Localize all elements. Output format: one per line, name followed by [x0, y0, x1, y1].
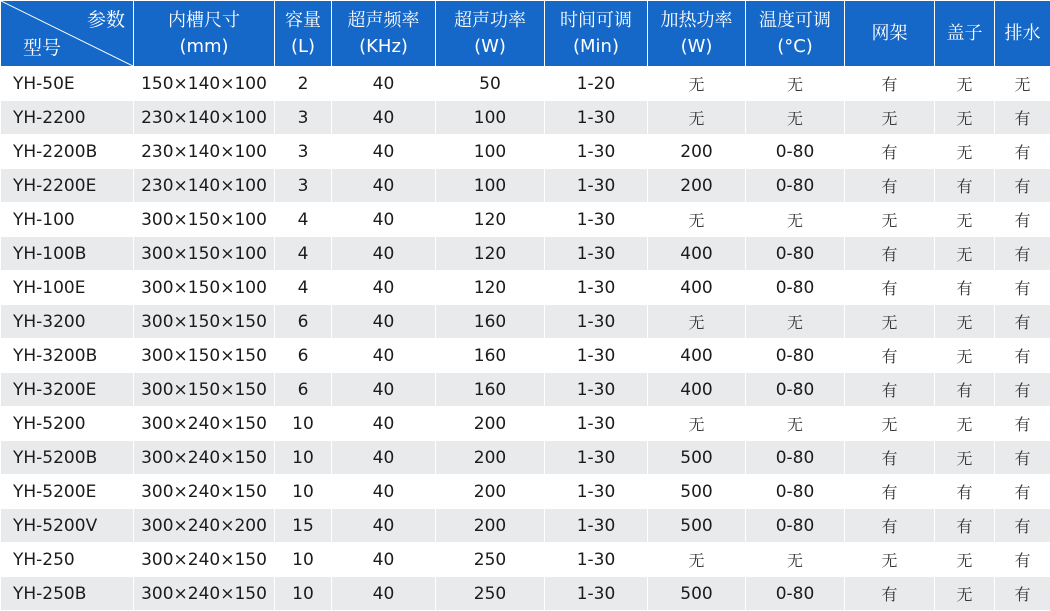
cell-heating-power: 无: [648, 67, 746, 101]
corner-header: [1, 1, 134, 67]
cell-temperature: 0-80: [746, 441, 845, 475]
cell-basket: 有: [845, 237, 935, 271]
cell-frequency: 40: [332, 101, 436, 135]
cell-frequency: 40: [332, 203, 436, 237]
cell-lid: 有: [935, 373, 995, 407]
cell-tank-size: 300×240×150: [134, 543, 275, 577]
cell-basket: 无: [845, 543, 935, 577]
cell-tank-size: 230×140×100: [134, 101, 275, 135]
cell-ultrasonic-power: 250: [436, 543, 545, 577]
cell-tank-size: 300×240×200: [134, 509, 275, 543]
cell-model: YH-3200: [1, 305, 134, 339]
cell-model: YH-5200V: [1, 509, 134, 543]
cell-lid: 无: [935, 441, 995, 475]
cell-ultrasonic-power: 250: [436, 577, 545, 611]
cell-lid: 无: [935, 135, 995, 169]
cell-model: YH-5200: [1, 407, 134, 441]
cell-capacity: 4: [275, 237, 332, 271]
cell-drain: 无: [995, 67, 1050, 101]
cell-drain: 有: [995, 373, 1050, 407]
col-header-tank-size: 内槽尺寸 (mm): [134, 1, 275, 67]
cell-frequency: 40: [332, 577, 436, 611]
cell-lid: 无: [935, 237, 995, 271]
cell-temperature: 0-80: [746, 271, 845, 305]
col-header-ultrasonic-power: 超声功率 (W): [436, 1, 545, 67]
cell-model: YH-250B: [1, 577, 134, 611]
cell-model: YH-50E: [1, 67, 134, 101]
cell-ultrasonic-power: 200: [436, 475, 545, 509]
cell-capacity: 10: [275, 543, 332, 577]
cell-temperature: 0-80: [746, 509, 845, 543]
cell-lid: 无: [935, 67, 995, 101]
cell-temperature: 0-80: [746, 237, 845, 271]
cell-lid: 无: [935, 339, 995, 373]
col-header-timer: 时间可调 (Min): [545, 1, 648, 67]
cell-drain: 有: [995, 203, 1050, 237]
cell-capacity: 4: [275, 271, 332, 305]
cell-lid: 无: [935, 407, 995, 441]
cell-drain: 有: [995, 169, 1050, 203]
cell-lid: 无: [935, 101, 995, 135]
cell-frequency: 40: [332, 407, 436, 441]
cell-ultrasonic-power: 200: [436, 407, 545, 441]
cell-lid: 无: [935, 203, 995, 237]
cell-timer: 1-30: [545, 509, 648, 543]
cell-frequency: 40: [332, 475, 436, 509]
cell-tank-size: 300×240×150: [134, 407, 275, 441]
cell-model: YH-2200B: [1, 135, 134, 169]
table-row: [1, 135, 1050, 169]
cell-ultrasonic-power: 160: [436, 339, 545, 373]
cell-timer: 1-30: [545, 237, 648, 271]
cell-basket: 有: [845, 271, 935, 305]
corner-label-model: 型号: [23, 35, 61, 61]
cell-tank-size: 300×150×100: [134, 203, 275, 237]
cell-timer: 1-30: [545, 169, 648, 203]
cell-basket: 有: [845, 475, 935, 509]
cell-ultrasonic-power: 100: [436, 101, 545, 135]
cell-timer: 1-20: [545, 67, 648, 101]
cell-temperature: 0-80: [746, 475, 845, 509]
table-row: [1, 237, 1050, 271]
cell-ultrasonic-power: 160: [436, 373, 545, 407]
cell-ultrasonic-power: 200: [436, 441, 545, 475]
cell-timer: 1-30: [545, 441, 648, 475]
cell-model: YH-3200B: [1, 339, 134, 373]
cell-tank-size: 300×150×150: [134, 339, 275, 373]
cell-temperature: 无: [746, 203, 845, 237]
spec-table-body: [1, 67, 1050, 611]
cell-heating-power: 200: [648, 135, 746, 169]
cell-timer: 1-30: [545, 101, 648, 135]
cell-drain: 有: [995, 135, 1050, 169]
cell-model: YH-2200E: [1, 169, 134, 203]
cell-heating-power: 200: [648, 169, 746, 203]
cell-temperature: 0-80: [746, 339, 845, 373]
cell-drain: 有: [995, 237, 1050, 271]
cell-basket: 有: [845, 373, 935, 407]
cell-tank-size: 300×240×150: [134, 577, 275, 611]
cell-capacity: 6: [275, 339, 332, 373]
cell-temperature: 无: [746, 407, 845, 441]
cell-temperature: 0-80: [746, 135, 845, 169]
table-row: [1, 203, 1050, 237]
cell-basket: 有: [845, 509, 935, 543]
cell-capacity: 15: [275, 509, 332, 543]
cell-lid: 有: [935, 509, 995, 543]
table-row: [1, 101, 1050, 135]
cell-capacity: 3: [275, 169, 332, 203]
cell-temperature: 0-80: [746, 577, 845, 611]
cell-heating-power: 500: [648, 475, 746, 509]
cell-frequency: 40: [332, 339, 436, 373]
cell-frequency: 40: [332, 169, 436, 203]
cell-ultrasonic-power: 120: [436, 271, 545, 305]
cell-lid: 有: [935, 169, 995, 203]
table-row: [1, 67, 1050, 101]
cell-timer: 1-30: [545, 407, 648, 441]
table-row: [1, 441, 1050, 475]
col-header-basket: 网架: [845, 1, 935, 67]
cell-ultrasonic-power: 100: [436, 135, 545, 169]
cell-basket: 无: [845, 101, 935, 135]
cell-heating-power: 400: [648, 339, 746, 373]
cell-model: YH-100B: [1, 237, 134, 271]
cell-timer: 1-30: [545, 577, 648, 611]
cell-heating-power: 无: [648, 101, 746, 135]
cell-model: YH-3200E: [1, 373, 134, 407]
cell-frequency: 40: [332, 441, 436, 475]
cell-drain: 有: [995, 509, 1050, 543]
cell-drain: 有: [995, 577, 1050, 611]
cell-temperature: 无: [746, 305, 845, 339]
cell-tank-size: 300×150×150: [134, 373, 275, 407]
cell-heating-power: 无: [648, 305, 746, 339]
cell-tank-size: 300×240×150: [134, 475, 275, 509]
cell-tank-size: 300×240×150: [134, 441, 275, 475]
cell-frequency: 40: [332, 543, 436, 577]
cell-frequency: 40: [332, 135, 436, 169]
cell-timer: 1-30: [545, 339, 648, 373]
cell-timer: 1-30: [545, 305, 648, 339]
cell-timer: 1-30: [545, 373, 648, 407]
cell-timer: 1-30: [545, 543, 648, 577]
table-row: [1, 407, 1050, 441]
cell-temperature: 无: [746, 543, 845, 577]
cell-tank-size: 300×150×150: [134, 305, 275, 339]
cell-tank-size: 300×150×100: [134, 237, 275, 271]
cell-frequency: 40: [332, 373, 436, 407]
cell-lid: 无: [935, 543, 995, 577]
cell-drain: 有: [995, 441, 1050, 475]
cell-heating-power: 无: [648, 407, 746, 441]
cell-basket: 无: [845, 407, 935, 441]
cell-ultrasonic-power: 120: [436, 203, 545, 237]
cell-model: YH-5200E: [1, 475, 134, 509]
cell-temperature: 无: [746, 101, 845, 135]
cell-timer: 1-30: [545, 271, 648, 305]
cell-temperature: 0-80: [746, 169, 845, 203]
cell-heating-power: 500: [648, 577, 746, 611]
cell-tank-size: 230×140×100: [134, 135, 275, 169]
cell-basket: 有: [845, 577, 935, 611]
cell-drain: 有: [995, 475, 1050, 509]
cell-lid: 无: [935, 305, 995, 339]
table-row: [1, 543, 1050, 577]
cell-heating-power: 无: [648, 543, 746, 577]
cell-basket: 无: [845, 203, 935, 237]
cell-lid: 有: [935, 475, 995, 509]
corner-label-params: 参数: [87, 7, 125, 33]
cell-capacity: 3: [275, 101, 332, 135]
cell-drain: 有: [995, 543, 1050, 577]
cell-frequency: 40: [332, 237, 436, 271]
cell-capacity: 2: [275, 67, 332, 101]
cell-model: YH-2200: [1, 101, 134, 135]
cell-heating-power: 400: [648, 237, 746, 271]
cell-ultrasonic-power: 200: [436, 509, 545, 543]
cell-timer: 1-30: [545, 475, 648, 509]
cell-model: YH-5200B: [1, 441, 134, 475]
cell-capacity: 10: [275, 475, 332, 509]
cell-heating-power: 400: [648, 271, 746, 305]
cell-timer: 1-30: [545, 135, 648, 169]
cell-model: YH-100E: [1, 271, 134, 305]
cell-basket: 有: [845, 67, 935, 101]
table-row: [1, 169, 1050, 203]
col-header-drain: 排水: [995, 1, 1050, 67]
cell-basket: 有: [845, 339, 935, 373]
cell-heating-power: 400: [648, 373, 746, 407]
cell-drain: 有: [995, 339, 1050, 373]
cell-heating-power: 500: [648, 509, 746, 543]
table-row: [1, 339, 1050, 373]
cell-frequency: 40: [332, 305, 436, 339]
cell-capacity: 10: [275, 577, 332, 611]
cell-basket: 无: [845, 305, 935, 339]
col-header-temperature: 温度可调 (°C): [746, 1, 845, 67]
col-header-heating-power: 加热功率 (W): [648, 1, 746, 67]
cell-heating-power: 500: [648, 441, 746, 475]
cell-tank-size: 230×140×100: [134, 169, 275, 203]
cell-ultrasonic-power: 50: [436, 67, 545, 101]
cell-drain: 有: [995, 101, 1050, 135]
cell-capacity: 10: [275, 441, 332, 475]
cell-frequency: 40: [332, 271, 436, 305]
cell-capacity: 3: [275, 135, 332, 169]
cell-lid: 有: [935, 271, 995, 305]
cell-ultrasonic-power: 120: [436, 237, 545, 271]
table-row: [1, 475, 1050, 509]
cell-ultrasonic-power: 160: [436, 305, 545, 339]
cell-capacity: 10: [275, 407, 332, 441]
cell-drain: 有: [995, 305, 1050, 339]
cell-heating-power: 无: [648, 203, 746, 237]
cell-temperature: 无: [746, 67, 845, 101]
cell-timer: 1-30: [545, 203, 648, 237]
cell-tank-size: 150×140×100: [134, 67, 275, 101]
cell-ultrasonic-power: 100: [436, 169, 545, 203]
cell-frequency: 40: [332, 509, 436, 543]
cell-model: YH-250: [1, 543, 134, 577]
cell-drain: 有: [995, 407, 1050, 441]
col-header-capacity: 容量 (L): [275, 1, 332, 67]
col-header-lid: 盖子: [935, 1, 995, 67]
cell-basket: 有: [845, 135, 935, 169]
cell-basket: 有: [845, 169, 935, 203]
cell-lid: 无: [935, 577, 995, 611]
cell-tank-size: 300×150×100: [134, 271, 275, 305]
cell-model: YH-100: [1, 203, 134, 237]
table-row: [1, 271, 1050, 305]
cell-capacity: 6: [275, 373, 332, 407]
table-row: [1, 509, 1050, 543]
cell-basket: 有: [845, 441, 935, 475]
table-row: [1, 373, 1050, 407]
col-header-frequency: 超声频率 (KHz): [332, 1, 436, 67]
cell-drain: 有: [995, 271, 1050, 305]
header-row: [1, 1, 1050, 67]
cell-frequency: 40: [332, 67, 436, 101]
cell-temperature: 0-80: [746, 373, 845, 407]
table-row: [1, 305, 1050, 339]
cell-capacity: 4: [275, 203, 332, 237]
cell-capacity: 6: [275, 305, 332, 339]
table-row: [1, 577, 1050, 611]
